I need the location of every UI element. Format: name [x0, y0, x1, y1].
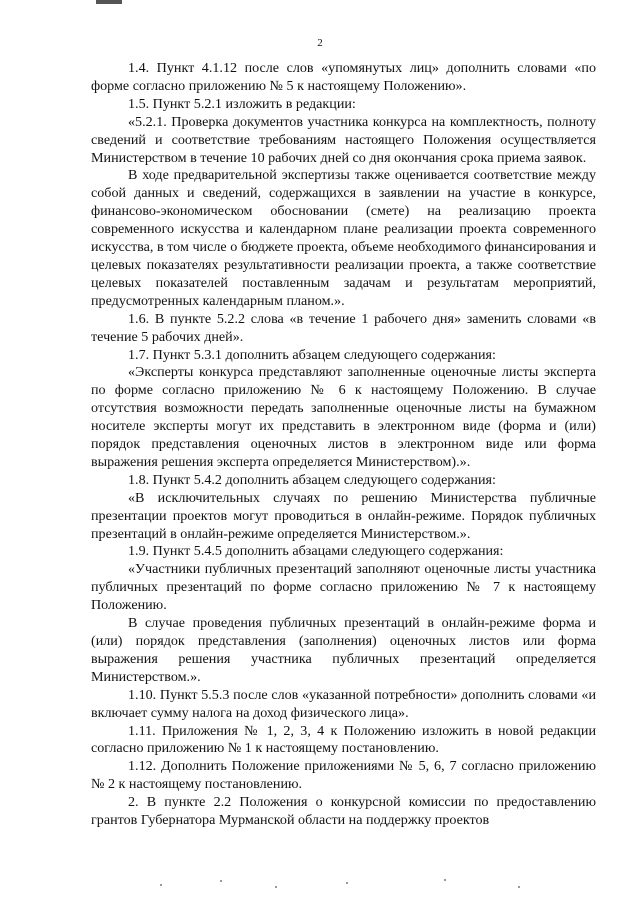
scan-speck	[346, 882, 348, 884]
paragraph-1-12: 1.12. Дополнить Положение приложениями № 5, 6, 7 согласно приложению № 2 к настоящему постановлению.	[91, 758, 596, 793]
paragraph-1-11: 1.11. Приложения № 1, 2, 3, 4 к Положению изложить в новой редакции согласно приложению № 1 к настоящему постановлению.	[91, 722, 596, 757]
scan-speck	[160, 884, 162, 886]
paragraph-experts-evaluation: «Эксперты конкурса представляют заполненные оценочные листы эксперта по форме согласно приложению № 6 к настоящему Положению. В случае отсутствия возможности передать заполненные оценочные листы на бумажном носителе эксперты могут их представить в электронном виде (форма и (или) порядок представления оценочных листов в электронном виде или форма выражения решения эксперта определяется Министерством).».	[91, 364, 596, 470]
paragraph-1-10: 1.10. Пункт 5.5.3 после слов «указанной потребности» дополнить словами «и включает сумму налога на доход физического лица».	[91, 686, 596, 721]
paragraph-1-4: 1.4. Пункт 4.1.12 после слов «упомянутых лиц» дополнить словами «по форме согласно приложению № 5 к настоящему Положению».	[91, 60, 596, 94]
scan-speck	[444, 879, 446, 881]
paragraph-2: 2. В пункте 2.2 Положения о конкурсной комиссии по предоставлению грантов Губернатора Мурманской области на поддержку проектов	[91, 794, 596, 829]
paragraph-1-5: 1.5. Пункт 5.2.1 изложить в редакции:	[128, 95, 356, 112]
paragraph-1-7: 1.7. Пункт 5.3.1 дополнить абзацем следующего содержания:	[128, 346, 496, 363]
scan-artifact-mark	[96, 0, 122, 4]
scan-speck	[275, 886, 277, 888]
paragraph-1-6: 1.6. В пункте 5.2.2 слова «в течение 1 рабочего дня» заменить словами «в течение 5 рабочих дней».	[91, 310, 596, 345]
paragraph-preliminary-expertise: В ходе предварительной экспертизы также оценивается соответствие между собой данных и сведений, содержащихся в заявлении на участие в конкурсе, финансово-экономическом обосновании (смете) на реализацию проекта современного искусства и календарном плане реализации проекта современного искусства, в том числе о бюджете проекта, объеме необходимого финансирования и целевых показателях результативности реализации проекта, а также соответствие целевых показателей поставленным задачам и результатам мероприятий, предусмотренных календарным планом.».	[91, 167, 596, 309]
paragraph-5-2-1: «5.2.1. Проверка документов участника конкурса на комплектность, полноту сведений и соответствие требованиям настоящего Положения осуществляется Министерством в течение 10 рабочих дней со дня окончания срока приема заявок.	[91, 113, 596, 166]
paragraph-1-8: 1.8. Пункт 5.4.2 дополнить абзацем следующего содержания:	[128, 471, 496, 488]
paragraph-participants-sheets: «Участники публичных презентаций заполняют оценочные листы участника публичных презентаций по форме согласно приложению № 7 к настоящему Положению.	[91, 561, 596, 614]
document-body	[91, 60, 596, 830]
paragraph-online-presentations: «В исключительных случаях по решению Министерства публичные презентации проектов могут проводиться в онлайн-режиме. Порядок публичных презентаций в онлайн-режиме определяется Министерством.».	[91, 489, 596, 542]
page-number: 2	[317, 37, 323, 49]
paragraph-online-mode-form: В случае проведения публичных презентаций в онлайн-режиме форма и (или) порядок представления (заполнения) оценочных листов или форма выражения решения участника публичных презентаций определяется Министерством.».	[91, 615, 596, 685]
paragraph-1-9: 1.9. Пункт 5.4.5 дополнить абзацами следующего содержания:	[128, 543, 504, 560]
scan-speck	[518, 886, 520, 888]
scan-speck	[220, 880, 222, 882]
